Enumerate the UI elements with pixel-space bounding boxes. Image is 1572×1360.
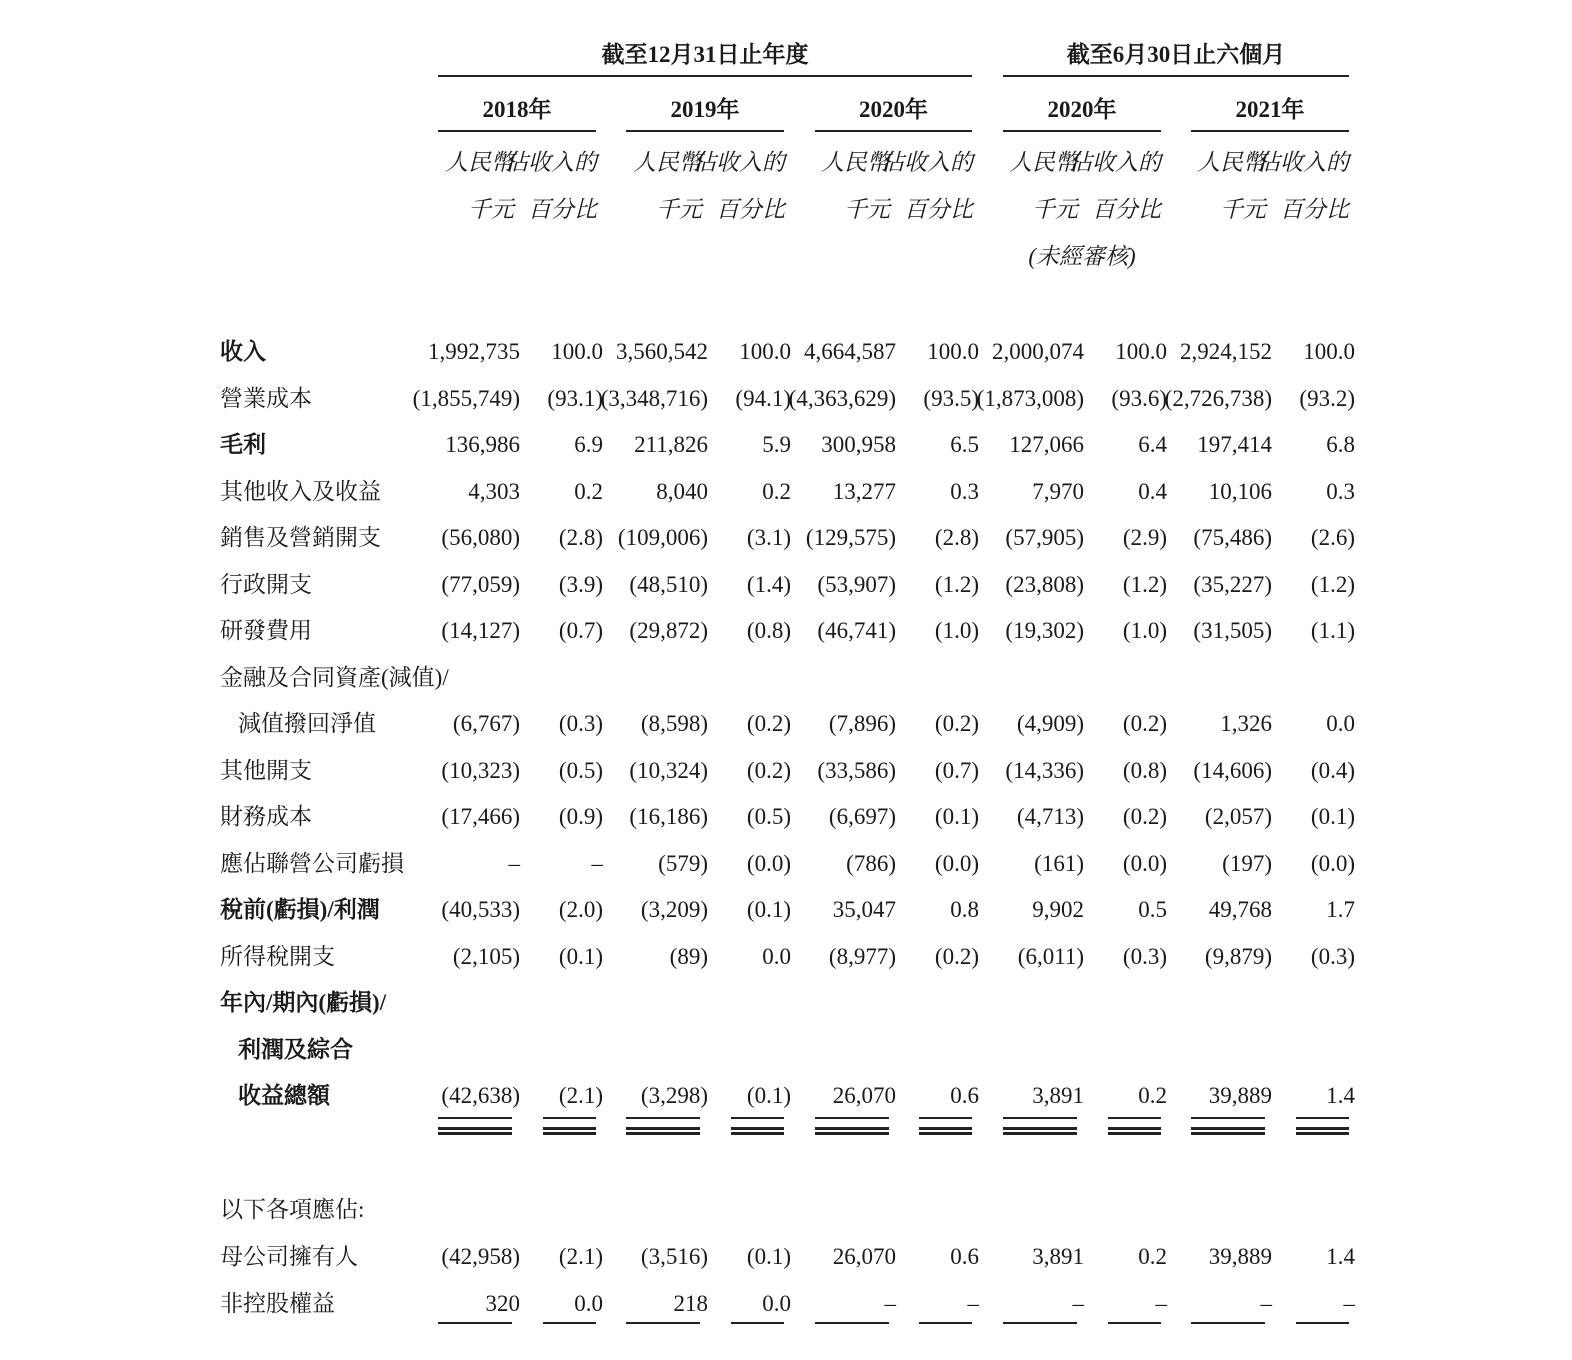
percent-cell: (0.2) xyxy=(1122,711,1167,736)
amount-cell: (19,302) xyxy=(1005,618,1084,643)
period-rule xyxy=(1003,130,1161,132)
amount-cell: (3,298) xyxy=(640,1083,708,1108)
percent-cell: (93.2) xyxy=(1299,385,1355,411)
amount-cell: (161) xyxy=(1034,850,1084,876)
percent-cell: (0.1) xyxy=(746,897,791,922)
percent-cell: (0.3) xyxy=(558,711,603,736)
percent-cell: (0.0) xyxy=(1310,850,1355,876)
percent-cell: 5.9 xyxy=(762,432,791,457)
percent-cell: (1.0) xyxy=(934,618,979,643)
row-label: 其他收入及收益 xyxy=(220,478,381,504)
row-label: 年內/期內(虧損)/ xyxy=(220,990,387,1015)
amount-cell: (129,575) xyxy=(805,525,896,550)
percent-cell: (1.2) xyxy=(1122,571,1167,597)
amount-cell: 3,891 xyxy=(1032,1083,1084,1108)
amount-cell: 26,070 xyxy=(832,1244,896,1269)
amount-cell: 35,047 xyxy=(832,897,896,922)
percent-cell: 1.4 xyxy=(1326,1083,1355,1108)
column-header-amount: 千元 xyxy=(1032,197,1078,222)
amount-cell: (6,697) xyxy=(828,804,896,829)
percent-cell: (0.0) xyxy=(1122,850,1167,876)
row-label: 金融及合同資產(減值)/ xyxy=(220,664,449,690)
percent-cell: (0.1) xyxy=(746,1083,791,1108)
amount-cell: (6,767) xyxy=(452,711,520,736)
amount-cell: – xyxy=(1072,1290,1084,1316)
row-label: 研發費用 xyxy=(220,618,312,643)
bottom-rule xyxy=(815,1322,889,1324)
amount-cell: – xyxy=(508,850,520,876)
percent-cell: (1.0) xyxy=(1122,618,1167,643)
percent-cell: (2.1) xyxy=(558,1083,603,1108)
amount-cell: (33,586) xyxy=(817,757,896,783)
row-label: 財務成本 xyxy=(220,804,312,829)
column-header-percent: 百分比 xyxy=(1092,197,1161,222)
total-rule-top xyxy=(543,1117,596,1119)
column-header-percent: 佔收入的 xyxy=(1069,150,1161,175)
amount-cell: (46,741) xyxy=(817,618,896,643)
percent-cell: 100.0 xyxy=(927,339,979,364)
percent-cell: – xyxy=(967,1290,979,1316)
amount-cell: (1,855,749) xyxy=(412,385,520,411)
column-header-amount: 人民幣 xyxy=(633,150,702,175)
header-group-year: 截至12月31日止年度 xyxy=(601,42,809,67)
percent-cell: (0.7) xyxy=(934,757,979,783)
column-header-amount: 千元 xyxy=(844,197,890,222)
total-rule-top xyxy=(1108,1117,1161,1119)
amount-cell: 26,070 xyxy=(832,1083,896,1108)
amount-cell: 8,040 xyxy=(656,478,708,504)
percent-cell: 0.2 xyxy=(1138,1083,1167,1108)
row-label: 收益總額 xyxy=(238,1083,330,1108)
percent-cell: 0.8 xyxy=(950,897,979,922)
row-label: 稅前(虧損)/利潤 xyxy=(220,897,380,922)
amount-cell: 39,889 xyxy=(1208,1244,1272,1269)
amount-cell: – xyxy=(1260,1290,1272,1316)
column-header-percent: 佔收入的 xyxy=(881,150,973,175)
amount-cell: 127,066 xyxy=(1009,432,1084,457)
percent-cell: (0.1) xyxy=(558,943,603,969)
percent-cell: (1.2) xyxy=(934,571,979,597)
amount-cell: 49,768 xyxy=(1208,897,1272,922)
percent-cell: (0.9) xyxy=(558,804,603,829)
column-header-amount: 人民幣 xyxy=(1197,150,1266,175)
amount-cell: (197) xyxy=(1222,850,1272,876)
column-header-amount: 人民幣 xyxy=(1009,150,1078,175)
percent-cell: (0.2) xyxy=(934,711,979,736)
percent-cell: 0.2 xyxy=(762,478,791,504)
total-rule-top xyxy=(731,1117,784,1119)
amount-cell: 1,992,735 xyxy=(428,339,520,364)
amount-cell: (2,105) xyxy=(452,943,520,969)
amount-cell: 3,560,542 xyxy=(616,339,708,364)
row-label: 利潤及綜合 xyxy=(238,1036,353,1062)
column-header-percent: 百分比 xyxy=(1280,197,1349,222)
amount-cell: (48,510) xyxy=(629,571,708,597)
amount-cell: 10,106 xyxy=(1208,478,1272,504)
percent-cell: 1.7 xyxy=(1326,897,1355,922)
percent-cell: – xyxy=(1155,1290,1167,1316)
amount-cell: (53,907) xyxy=(817,571,896,597)
percent-cell: (0.1) xyxy=(1310,804,1355,829)
percent-cell: (93.6) xyxy=(1111,385,1167,411)
total-rule-top xyxy=(1296,1117,1349,1119)
percent-cell: (0.4) xyxy=(1310,757,1355,783)
percent-cell: 0.5 xyxy=(1138,897,1167,922)
period-rule xyxy=(438,130,596,132)
column-header-percent: 佔收入的 xyxy=(693,150,785,175)
column-header-amount: 人民幣 xyxy=(821,150,890,175)
amount-cell: (1,873,008) xyxy=(976,385,1084,411)
bottom-rule xyxy=(1003,1322,1077,1324)
total-double-rule xyxy=(1003,1127,1077,1135)
percent-cell: (1.2) xyxy=(1310,571,1355,597)
period-rule xyxy=(815,130,972,132)
row-label: 收入 xyxy=(220,339,266,364)
amount-cell: – xyxy=(884,1290,896,1316)
column-header-percent: 百分比 xyxy=(528,197,597,222)
amount-cell: (9,879) xyxy=(1204,943,1272,969)
percent-cell: (0.2) xyxy=(934,943,979,969)
amount-cell: (40,533) xyxy=(441,897,520,922)
row-label: 銷售及營銷開支 xyxy=(220,525,381,550)
amount-cell: (4,363,629) xyxy=(788,385,896,411)
amount-cell: (57,905) xyxy=(1005,525,1084,550)
percent-cell: 0.6 xyxy=(950,1244,979,1269)
amount-cell: 320 xyxy=(485,1290,520,1316)
percent-cell: 0.2 xyxy=(574,478,603,504)
percent-cell: (0.2) xyxy=(746,711,791,736)
amount-cell: (29,872) xyxy=(629,618,708,643)
percent-cell: 0.3 xyxy=(1326,478,1355,504)
amount-cell: 197,414 xyxy=(1197,432,1272,457)
amount-cell: 136,986 xyxy=(445,432,520,457)
bottom-rule xyxy=(626,1322,700,1324)
percent-cell: (0.8) xyxy=(746,618,791,643)
amount-cell: 300,958 xyxy=(821,432,896,457)
bottom-rule xyxy=(731,1322,784,1324)
amount-cell: 7,970 xyxy=(1032,478,1084,504)
total-rule-top xyxy=(1003,1117,1077,1119)
row-label: 所得稅開支 xyxy=(220,943,335,969)
amount-cell: 211,826 xyxy=(634,432,708,457)
period-rule xyxy=(1191,130,1349,132)
bottom-rule xyxy=(1191,1322,1265,1324)
amount-cell: (786) xyxy=(846,850,896,876)
amount-cell: (3,516) xyxy=(640,1244,708,1269)
header-group-half: 截至6月30日止六個月 xyxy=(1066,42,1286,67)
amount-cell: (2,057) xyxy=(1204,804,1272,829)
total-double-rule xyxy=(438,1127,512,1135)
bottom-rule xyxy=(1296,1322,1349,1324)
amount-cell: (14,127) xyxy=(441,618,520,643)
amount-cell: (4,713) xyxy=(1016,804,1084,829)
amount-cell: (31,505) xyxy=(1193,618,1272,643)
percent-cell: (1.4) xyxy=(746,571,791,597)
percent-cell: 0.3 xyxy=(950,478,979,504)
percent-cell: (0.2) xyxy=(1122,804,1167,829)
amount-cell: (77,059) xyxy=(441,571,520,597)
amount-cell: 4,303 xyxy=(468,478,520,504)
percent-cell: 0.0 xyxy=(762,1290,791,1316)
amount-cell: 9,902 xyxy=(1032,897,1084,922)
row-label: 非控股權益 xyxy=(220,1290,335,1316)
total-double-rule xyxy=(815,1127,889,1135)
percent-cell: 100.0 xyxy=(551,339,603,364)
amount-cell: (579) xyxy=(658,850,708,876)
percent-cell: (2.9) xyxy=(1122,525,1167,550)
amount-cell: 218 xyxy=(673,1290,708,1316)
amount-cell: (7,896) xyxy=(828,711,896,736)
percent-cell: (0.5) xyxy=(746,804,791,829)
percent-cell: (0.0) xyxy=(934,850,979,876)
amount-cell: (2,726,738) xyxy=(1164,385,1272,411)
percent-cell: 1.4 xyxy=(1326,1244,1355,1269)
percent-cell: (1.1) xyxy=(1310,618,1355,643)
row-label: 營業成本 xyxy=(220,385,312,411)
total-double-rule xyxy=(919,1127,972,1135)
percent-cell: (2.0) xyxy=(558,897,603,922)
column-header-percent: 百分比 xyxy=(716,197,785,222)
total-rule-top xyxy=(626,1117,700,1119)
percent-cell: (3.9) xyxy=(558,571,603,597)
unaudited-note: (未經審核) xyxy=(1028,244,1136,269)
amount-cell: 39,889 xyxy=(1208,1083,1272,1108)
amount-cell: (3,348,716) xyxy=(600,385,708,411)
percent-cell: (0.1) xyxy=(746,1244,791,1269)
percent-cell: (2.6) xyxy=(1310,525,1355,550)
total-double-rule xyxy=(731,1127,784,1135)
period-header: 2020年 xyxy=(859,97,928,122)
column-header-percent: 佔收入的 xyxy=(505,150,597,175)
period-header: 2018年 xyxy=(482,97,552,122)
amount-cell: (17,466) xyxy=(441,804,520,829)
percent-cell: (0.1) xyxy=(934,804,979,829)
percent-cell: – xyxy=(1343,1290,1355,1316)
percent-cell: (0.2) xyxy=(746,757,791,783)
percent-cell: 6.8 xyxy=(1326,432,1355,457)
percent-cell: (2.8) xyxy=(934,525,979,550)
period-header: 2021年 xyxy=(1235,97,1305,122)
percent-cell: (0.8) xyxy=(1122,757,1167,783)
amount-cell: 2,000,074 xyxy=(992,339,1084,364)
amount-cell: (6,011) xyxy=(1017,943,1084,969)
row-label: 母公司擁有人 xyxy=(220,1244,358,1269)
percent-cell: (93.5) xyxy=(923,385,979,411)
percent-cell: 0.0 xyxy=(762,943,791,969)
percent-cell: 0.0 xyxy=(1326,711,1355,736)
attributable-heading: 以下各項應佔: xyxy=(220,1197,365,1222)
total-rule-top xyxy=(1191,1117,1265,1119)
amount-cell: (10,323) xyxy=(441,757,520,783)
percent-cell: (2.1) xyxy=(558,1244,603,1269)
amount-cell: 4,664,587 xyxy=(804,339,896,364)
bottom-rule xyxy=(1108,1322,1161,1324)
percent-cell: (0.7) xyxy=(558,618,603,643)
bottom-rule xyxy=(919,1322,972,1324)
amount-cell: (35,227) xyxy=(1193,571,1272,597)
percent-cell: – xyxy=(591,850,603,876)
amount-cell: (56,080) xyxy=(441,525,520,550)
amount-cell: (8,977) xyxy=(828,943,896,969)
percent-cell: (3.1) xyxy=(746,525,791,550)
amount-cell: (75,486) xyxy=(1193,525,1272,550)
amount-cell: (4,909) xyxy=(1016,711,1084,736)
percent-cell: (0.0) xyxy=(746,850,791,876)
amount-cell: (3,209) xyxy=(640,897,708,922)
amount-cell: (14,606) xyxy=(1193,757,1272,783)
bottom-rule xyxy=(543,1322,596,1324)
column-header-amount: 千元 xyxy=(656,197,702,222)
column-header-amount: 千元 xyxy=(1220,197,1266,222)
total-double-rule xyxy=(1296,1127,1349,1135)
percent-cell: 0.2 xyxy=(1138,1244,1167,1269)
percent-cell: (2.8) xyxy=(558,525,603,550)
total-rule-top xyxy=(815,1117,889,1119)
percent-cell: (0.3) xyxy=(1310,943,1355,969)
percent-cell: 0.4 xyxy=(1138,478,1167,504)
percent-cell: (0.3) xyxy=(1122,943,1167,969)
amount-cell: (14,336) xyxy=(1005,757,1084,783)
row-label: 行政開支 xyxy=(220,571,312,597)
row-label: 減值撥回淨值 xyxy=(238,711,376,736)
amount-cell: (42,958) xyxy=(441,1244,520,1269)
amount-cell: 3,891 xyxy=(1032,1244,1084,1269)
column-header-amount: 千元 xyxy=(468,197,514,222)
amount-cell: (23,808) xyxy=(1005,571,1084,597)
total-double-rule xyxy=(1108,1127,1161,1135)
row-label: 應佔聯營公司虧損 xyxy=(220,850,404,876)
total-double-rule xyxy=(626,1127,700,1135)
period-header: 2019年 xyxy=(670,97,740,122)
percent-cell: (0.5) xyxy=(558,757,603,783)
percent-cell: 100.0 xyxy=(739,339,791,364)
row-label: 毛利 xyxy=(220,432,266,457)
percent-cell: 100.0 xyxy=(1115,339,1167,364)
bottom-rule xyxy=(438,1322,512,1324)
percent-cell: 0.6 xyxy=(950,1083,979,1108)
percent-cell: (93.1) xyxy=(547,385,603,411)
amount-cell: 2,924,152 xyxy=(1180,339,1272,364)
percent-cell: 6.4 xyxy=(1138,432,1167,457)
percent-cell: 0.0 xyxy=(574,1290,603,1316)
amount-cell: (16,186) xyxy=(629,804,708,829)
percent-cell: (94.1) xyxy=(735,385,791,411)
percent-cell: 6.5 xyxy=(950,432,979,457)
total-double-rule xyxy=(543,1127,596,1135)
amount-cell: 1,326 xyxy=(1220,711,1272,736)
row-label: 其他開支 xyxy=(220,757,312,783)
amount-cell: (10,324) xyxy=(629,757,708,783)
amount-cell: (109,006) xyxy=(617,525,708,550)
amount-cell: (89) xyxy=(669,943,708,969)
column-header-amount: 人民幣 xyxy=(445,150,514,175)
column-header-percent: 百分比 xyxy=(904,197,973,222)
column-header-percent: 佔收入的 xyxy=(1257,150,1349,175)
total-rule-top xyxy=(919,1117,972,1119)
amount-cell: (42,638) xyxy=(441,1083,520,1108)
amount-cell: (8,598) xyxy=(640,711,708,736)
percent-cell: 6.9 xyxy=(574,432,603,457)
period-header: 2020年 xyxy=(1047,97,1117,122)
total-rule-top xyxy=(438,1117,512,1119)
header-rule xyxy=(438,75,972,77)
total-double-rule xyxy=(1191,1127,1265,1135)
amount-cell: 13,277 xyxy=(832,478,896,504)
header-rule xyxy=(1003,75,1349,77)
percent-cell: 100.0 xyxy=(1303,339,1355,364)
period-rule xyxy=(626,130,784,132)
